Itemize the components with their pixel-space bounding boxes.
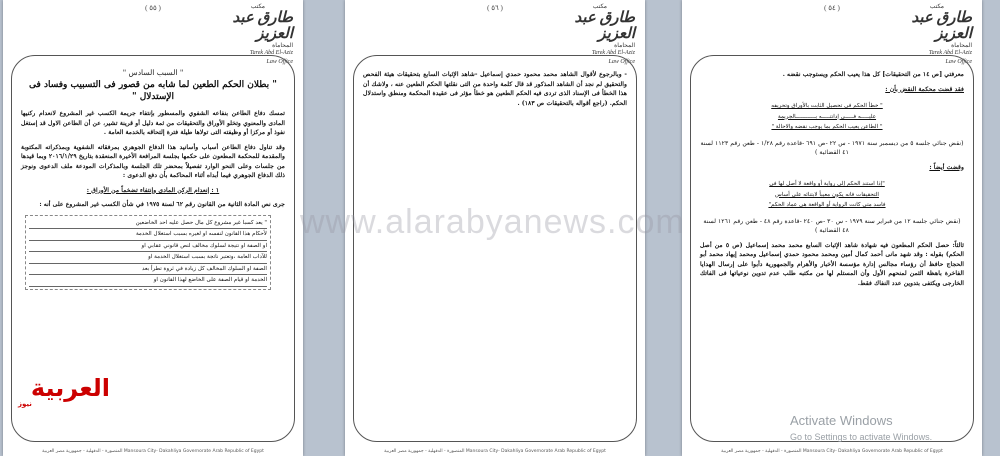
page-footer: المنصورة - الدقهلية - جمهورية مصر العربية Mansoura City- Dakahliya Governorate Arab Republic of Egypt	[721, 449, 943, 454]
quote-line: فاسد متى كانت الرواية أو الواقعة هى عماد الحكم"	[768, 202, 886, 208]
law-office-logo	[555, 3, 635, 65]
paragraph: جرى نص المادة الثانية من القانون رقم ٦٢ لسنة ١٩٧٥ في شأن الكسب غير المشروع على أنه :	[39, 201, 285, 208]
citation: (نقض جنائي جلسة ٥ من ديسمبر سنة ١٩٧١ - س ٢٢ -ص ٦٩١ -قاعدة رقم ١/٢٨ - طعن رقم ١١٢٣ لسنة ٤١ القضائية )	[700, 139, 964, 156]
quote-line: التحقيقات فانه يكون معيباً لابتنائه على أساس	[775, 191, 879, 198]
logo-small-label: مكتب	[592, 4, 607, 10]
logo-name: طارق عبد العزيز	[911, 10, 972, 42]
page-number: ( ٥٤ )	[824, 4, 840, 12]
activation-subtitle: Go to Settings to activate Windows.	[790, 432, 933, 442]
windows-activation-notice	[790, 413, 932, 445]
law-office-logo	[892, 3, 972, 65]
logo-small-label: مكتب	[250, 4, 265, 10]
section-heading: " بطلان الحكم الطعين لما شابه من قصور فى التسبيب وفساد فى الإستدلال "	[29, 80, 277, 102]
logo-sub: المحاماة	[614, 43, 635, 49]
ruling-quote-2	[704, 177, 950, 213]
page-footer: المنصورة - الدقهلية - جمهورية مصر العربية Mansoura City- Dakahliya Governorate Arab Republic of Egypt	[384, 449, 606, 454]
logo-english-sub: Law Office	[266, 59, 293, 65]
paragraph: ثالثاً: حصل الحكم المطعون فيه شهادة شاهد الإثبات السابع محمد محمد إسماعيل (ص ٥ من أصل الحكم) بقوله : وقد شهد مانى أحمد كمال أمين ومحمد محمود حمدي إسماعيل ومحمد إيهاد محمد أبو الحجاج حافظ أن رؤساء مجالس إدارة مؤسسة الأخبار والأهرام والجمهورية دأبوا على إرسال الهدايا الفاخرة باهظة الثمن لمنحهم الأول وأن المستلم لها من مكتبه طلب عدم تدوين نوعياتها فى الفاتك الخارجى ويكتفى بتدوين عدد النفاك فقط.	[700, 241, 964, 287]
quote-line: " خطأ الحكم فى تحصيل الثابت بالأوراق وتحريفه	[771, 103, 883, 109]
quote-line: عليـــــه فـــــى إدانتـــــه بــــــــــــالجريمة	[777, 113, 877, 120]
paragraph: معرفتي [ص ١٤ من التحقيقات] كل هذا يعيب الحكم ويستوجب نقضه .	[782, 71, 964, 78]
logo-small-label: مكتب	[929, 4, 944, 10]
document-page-3	[682, 0, 982, 456]
alarabya-news-logo	[14, 374, 110, 412]
ruling-intro: فقد قضت محكمة النقض بأن :	[885, 85, 964, 93]
quote-line: او الصفة او نتيجة لسلوك مخالف لنص قانوني عقابي او	[29, 241, 267, 253]
logo-sub: المحاماة	[272, 43, 293, 49]
quote-line: الخدمة او قيام الصفة على الخاضع لهذا القانون او	[29, 275, 267, 287]
paragraph: - وبالرجوع لأقوال الشاهد محمد محمود حمدي إسماعيل -شاهد الإثبات السابع بتحقيقات هيئة الفحص والتحقيق لم نجد أن الشاهد المذكور قد قال كلمة واحدة من التى نقلتها الحكم الطعين عنه ، ولاشك أن هذا الخطأ فى الإسناد الذى تردى فيه الحكم الطعين هو خطأ مؤثر فى عقيدة المحكمة ومنطق واستدلال الحكم. (راجع أقواله بالتحقيقات ص ١٨٣) .	[363, 71, 627, 107]
quoted-law-text	[25, 215, 271, 290]
activation-title: Activate Windows	[790, 413, 893, 428]
quote-line: " الطاعن يعيب الحكم بما يوجب نقضه والاحالة "	[771, 124, 883, 130]
section-title: " السبب السادس "	[122, 68, 184, 77]
page-number: ( ٥٦ )	[487, 4, 503, 12]
quote-line: " يعد كسبا غير مشروع كل مال حصل عليه احد الخاضعين	[29, 218, 267, 230]
citation: (نقض جنائي جلسة ١٢ من فبراير سنة ١٩٧٩ - س ٣٠ -ص ٢٤٠ -قاعدة رقم ٤٨ - طعن رقم ١٢٦١ لسنة ٤٨ القضائية )	[703, 217, 961, 234]
page-content	[363, 70, 627, 436]
logo-english-sub: Law Office	[608, 59, 635, 65]
site-watermark: www.alarabyanews.com	[300, 203, 685, 241]
page-content	[700, 70, 964, 436]
ruling-intro: وقضت أيضاً :	[929, 163, 964, 171]
quote-line: للآداب العامة ،وتعتبر ناتجة بسبب استغلال الخدمة او	[29, 252, 267, 264]
quote-line: لأحكام هذا القانون لنفسه او لغيره بسبب استغلال الخدمة	[29, 229, 267, 241]
brand-latin-text: نيوز	[18, 400, 32, 408]
logo-sub: المحاماة	[951, 43, 972, 49]
logo-name: طارق عبد العزيز	[574, 10, 635, 42]
page-number: ( ٥٥ )	[145, 4, 161, 12]
logo-english-name: Tarek Abd El-Aziz	[928, 50, 972, 56]
logo-name: طارق عبد العزيز	[232, 10, 293, 42]
logo-english-sub: Law Office	[945, 59, 972, 65]
subheading: ١ : إنعدام الركن المادى وإنتفاء تضخماً من الأوراق :	[86, 186, 220, 194]
page-footer: المنصورة - الدقهلية - جمهورية مصر العربية Mansoura City- Dakahliya Governorate Arab Republic of Egypt	[42, 449, 264, 454]
logo-english-name: Tarek Abd El-Aziz	[591, 50, 635, 56]
paragraph: تمسك دفاع الطاعن بنفاعه الشفوي والمسطور بإنتفاء جريمة الكسب غير المشروع لانعدام ركنيها المادى والمعنوي وتخلو الأوراق والتحقيقات من ثمة دليل أو قرينة تشير، عن أن الطاعن الاول قد إستغل نفوذ أو مركزا أو وظيفته التى تولاها طيلة فترة إلتحاقه بالخدمة العامة .	[21, 110, 285, 136]
quote-line: الصفة او السلوك المخالف كل زيادة في ثروة تطرأ بعد	[29, 264, 267, 276]
logo-english-name: Tarek Abd El-Aziz	[249, 50, 293, 56]
quote-line: "إذا استند الحكم إلى رواية أو واقعة لا أصل لها فى	[769, 181, 885, 187]
ruling-quote-1	[704, 99, 950, 135]
law-office-logo	[213, 3, 293, 65]
paragraph: وقد تناول دفاع الطاعن أسباب وأسانيد هذا الدفاع الجوهري بمرفقاته الشفوية وبمذكراته المكتوبة والمقدمة للمحكمة المطعون على حكمها بجلسة المرافعة الأخيرة المنعقدة بتاريخ ٢٠١٦/١/٢٩ وبما قيدها من جلسات وعلى النحو الوارد تفصيلاً بمحضر تلك الجلسة وبالمذكرات المودعة ملف الدعوى ونوجز ذلك الدفاع الجوهري فيما أبداه أثناء المحاكمة بأن دفع الدعوى :	[21, 143, 286, 179]
brand-arabic-text: العربية	[30, 374, 110, 402]
